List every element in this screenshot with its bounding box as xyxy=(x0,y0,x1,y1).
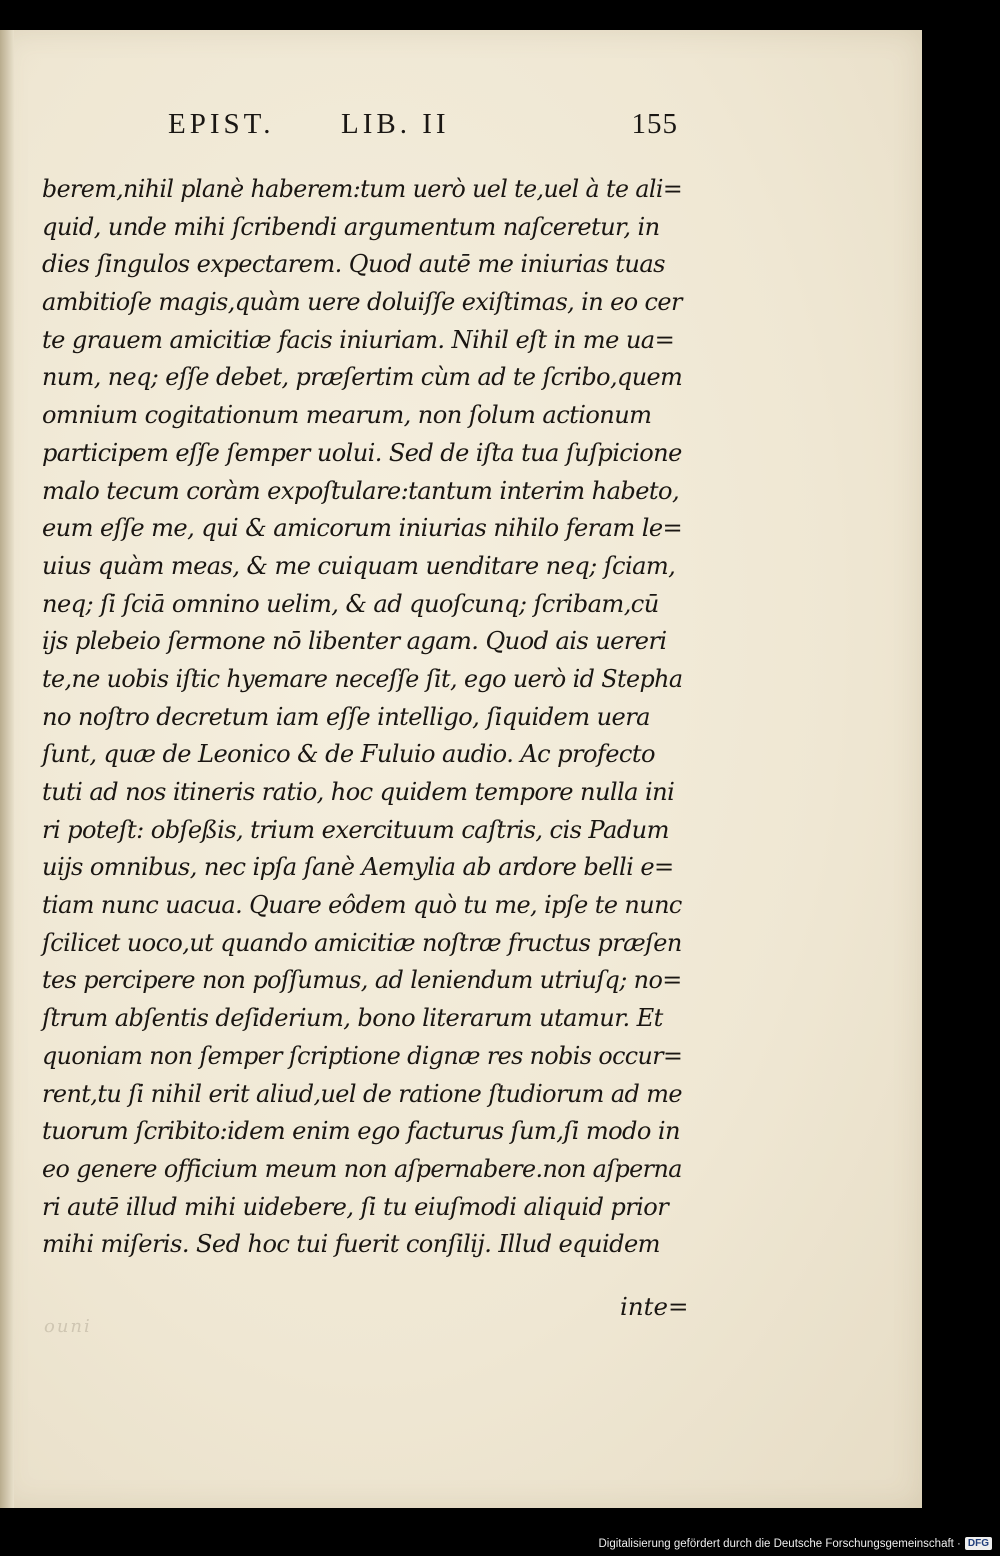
catchword: inte= xyxy=(620,1292,689,1321)
text-line: num, neq; eſſe debet, præſertim cùm ad te ſcribo,quem xyxy=(42,362,683,392)
page-number: 155 xyxy=(631,108,678,140)
text-line: te,ne uobis iſtic hyemare neceſſe ſit, ego uerò id Stepha xyxy=(42,663,683,693)
body-text xyxy=(42,170,692,1263)
footer-text: Digitalisierung gefördert durch die Deutsche Forschungsgemeinschaft · xyxy=(598,1537,961,1550)
text-line: dies ſingulos expectarem. Quod autē me iniurias tuas xyxy=(42,249,665,279)
text-line: ijs plebeio ſermone nō libenter agam. Quod ais uereri xyxy=(42,626,667,656)
text-line: berem,nihil planè haberem:tum uerò uel te,uel à te ali= xyxy=(42,174,683,203)
text-line: ambitioſe magis,quàm uere doluiſſe exiſtimas, in eo cer xyxy=(42,287,682,317)
dfg-logo-icon: DFG xyxy=(965,1537,992,1550)
text-line: tes percipere non poſſumus, ad leniendum utriuſq; no= xyxy=(42,965,682,995)
text-line: quoniam non ſemper ſcriptione dignæ res nobis occur= xyxy=(42,1040,683,1070)
text-line: tiam nunc uacua. Quare eôdem quò tu me, ipſe te nunc xyxy=(42,890,682,920)
text-line: mihi miſeris. Sed hoc tui fuerit conſilij. Illud equidem xyxy=(42,1229,660,1259)
page-gutter xyxy=(0,30,14,1508)
text-line: eum eſſe me, qui & amicorum iniurias nihilo feram le= xyxy=(42,513,683,543)
text-line: uijs omnibus, nec ipſa ſanè Aemylia ab ardore belli e= xyxy=(42,852,674,882)
text-line: ri autē illud mihi uidebere, ſi tu eiuſmodi aliquid prior xyxy=(42,1191,669,1221)
text-line: tuti ad nos itineris ratio, hoc quidem tempore nulla ini xyxy=(42,777,675,806)
text-line: no noſtro decretum iam eſſe intelligo, ſiquidem uera xyxy=(42,701,650,731)
text-line: ſunt, quæ de Leonico & de Fuluio audio. Ac profecto xyxy=(42,739,655,769)
text-line: omnium cogitationum mearum, non ſolum actionum xyxy=(42,400,652,430)
text-line: eo genere officium meum non aſpernabere.non aſperna xyxy=(42,1153,682,1183)
digitization-footer xyxy=(598,1537,992,1550)
text-line: rent,tu ſi nihil erit aliud,uel de ratione ſtudiorum ad me xyxy=(42,1078,682,1108)
text-line: malo tecum coràm expoſtulare:tantum interim habeto, xyxy=(42,475,680,505)
text-line: ſcilicet uoco,ut quando amicitiæ noſtræ fructus præſen xyxy=(42,927,682,957)
text-line: uius quàm meas, & me cuiquam uenditare neq; ſciam, xyxy=(42,550,676,580)
text-line: tuorum ſcribito:idem enim ego facturus ſum,ſi modo in xyxy=(42,1116,680,1146)
header-book: LIB. II xyxy=(341,108,450,140)
text-line: participem eſſe ſemper uolui. Sed de iſta tua ſuſpicione xyxy=(42,437,682,467)
header-title: EPIST. xyxy=(168,108,275,140)
text-line: te grauem amicitiæ facis iniuriam. Nihil eſt in me ua= xyxy=(42,324,675,354)
running-header xyxy=(168,108,678,148)
text-line: neq; ſi ſciā omnino uelim, & ad quoſcunq; ſcribam,cū xyxy=(42,588,659,618)
text-line: ſtrum abſentis deſiderium, bono literarum utamur. Et xyxy=(42,1003,663,1033)
text-line: quid, unde mihi ſcribendi argumentum naſceretur, in xyxy=(42,211,660,241)
book-page xyxy=(0,30,922,1508)
text-line: ri poteſt: obſeßis, trium exercituum caſtris, cis Padum xyxy=(42,814,669,844)
bleed-through-text: ouni xyxy=(44,1316,92,1337)
